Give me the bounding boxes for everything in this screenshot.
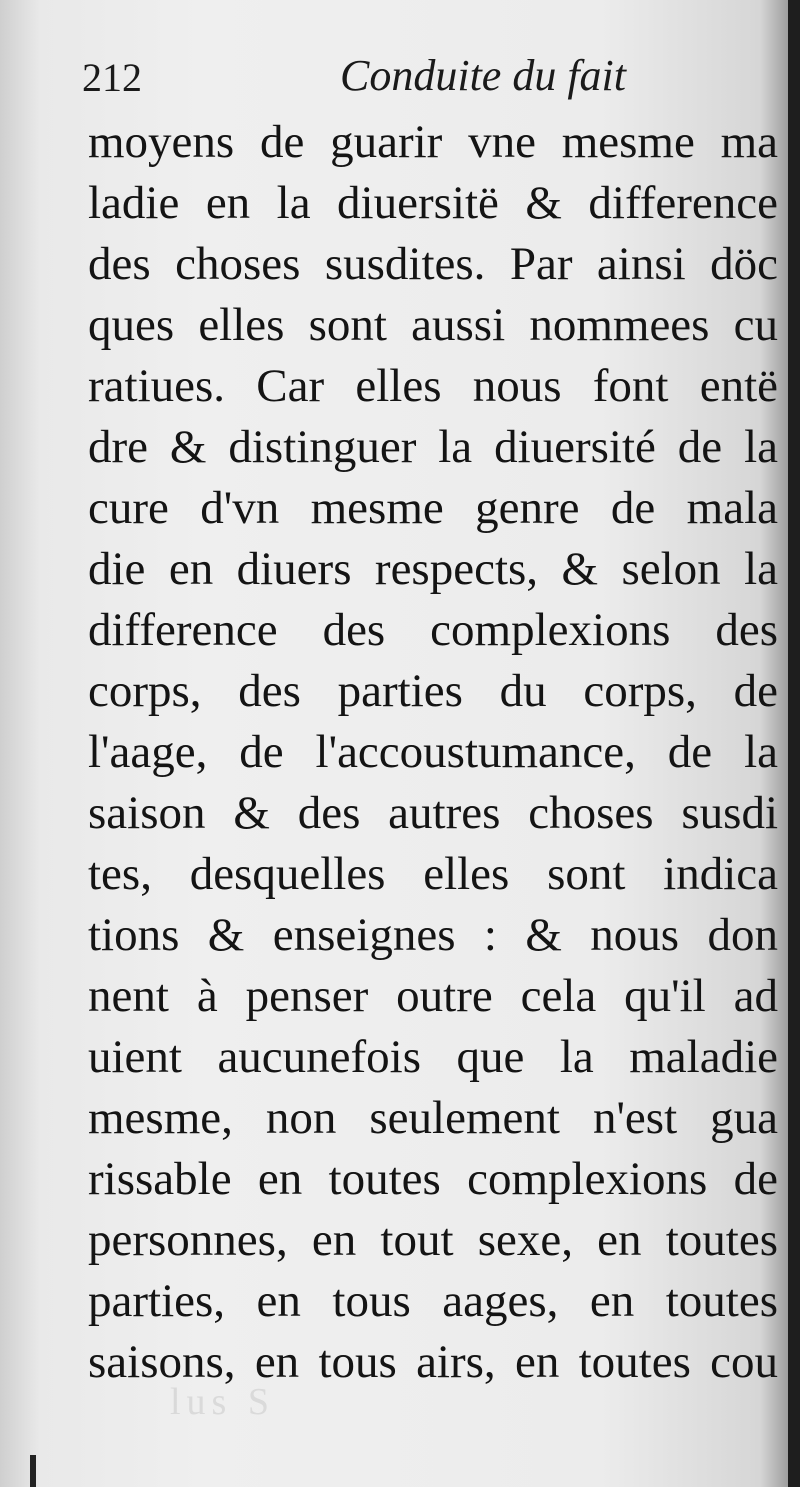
text-line: ques elles sont aussi nommees cu [88, 299, 778, 351]
text-line: dre & distinguer la diuersité de la [88, 421, 778, 473]
text-line: parties, en tous aages, en toutes [88, 1275, 778, 1327]
text-line: tes, desquelles elles sont indica [88, 848, 778, 900]
text-line: rissable en toutes complexions de [88, 1153, 778, 1205]
text-line: die en diuers respects, & selon la [88, 543, 778, 595]
page-number: 212 [82, 55, 142, 100]
text-line: mesme, non seulement n'est gua [88, 1092, 778, 1144]
text-line: difference des complexions des [88, 604, 778, 656]
text-line: tions & enseignes : & nous don [88, 909, 778, 961]
text-line: des choses susdites. Par ainsi döc [88, 238, 778, 290]
text-line: nent à penser outre cela qu'il ad [88, 970, 778, 1022]
text-line: cure d'vn mesme genre de mala [88, 482, 778, 534]
text-line: uient aucunefois que la maladie [88, 1031, 778, 1083]
text-line: saisons, en tous airs, en toutes cou [88, 1336, 778, 1388]
text-line: ratiues. Car elles nous font entë [88, 360, 778, 412]
margin-mark [30, 1455, 36, 1487]
bleed-through-text: lus S [170, 1381, 275, 1423]
running-head [82, 40, 762, 110]
body-text [88, 112, 778, 1393]
running-title: Conduite du fait [340, 51, 626, 100]
text-line: corps, des parties du corps, de [88, 665, 778, 717]
text-line: ladie en la diuersitë & difference [88, 177, 778, 229]
text-line: saison & des autres choses susdi [88, 787, 778, 839]
binding-edge-shadow [788, 0, 800, 1487]
text-line: l'aage, de l'accoustumance, de la [88, 726, 778, 778]
text-line: moyens de guarir vne mesme ma [88, 116, 778, 168]
text-line: personnes, en tout sexe, en toutes [88, 1214, 778, 1266]
